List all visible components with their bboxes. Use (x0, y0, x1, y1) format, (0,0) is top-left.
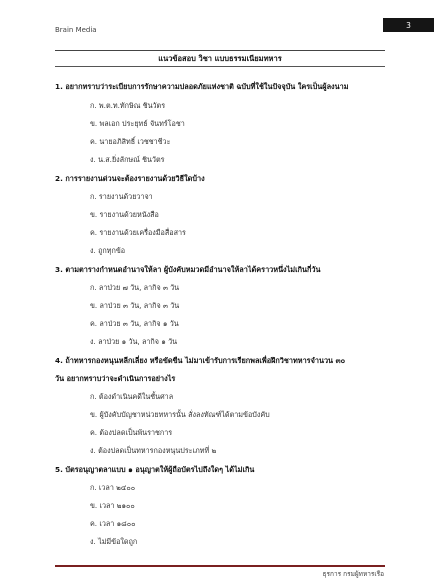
question-2-option-b: ข. รายงานด้วยหนังสือ (90, 210, 159, 219)
footer-text: ธุรการ กรมผู้ทหารเรือ (322, 570, 384, 578)
question-4: 4. ถ้าทหารกองหนุนหลีกเลี่ยง หรือขัดขืน ไม่มาเข้ารับการเรียกพลเพื่อฝึกวิชาทหารจำนวน ๓๐ (55, 356, 346, 365)
question-5-option-c: ค. เวลา ๑๘๐๐ (90, 519, 136, 528)
title-divider (55, 66, 385, 67)
question-5-option-b: ข. เวลา ๒๑๐๐ (90, 501, 135, 510)
question-3-option-a: ก. ลาป่วย ๗ วัน, ลากิจ ๓ วัน (90, 283, 180, 292)
question-1-option-a: ก. พ.ต.ท.ทักษิณ ชินวัตร (90, 101, 166, 110)
question-5-option-a: ก. เวลา ๒๔๐๐ (90, 483, 136, 492)
question-4-option-b: ข. ผู้บังคับบัญชาหน่วยทหารนั้น สั่งลงทัณฑ์ได้ตามข้อบังคับ (90, 410, 270, 419)
brand-label: Brain Media (55, 26, 97, 34)
page-number: 3 (406, 20, 411, 30)
question-3-option-c: ค. ลาป่วย ๓ วัน, ลากิจ ๑ วัน (90, 319, 179, 328)
footer-divider (55, 565, 385, 567)
document-title: แนวข้อสอบ วิชา แบบธรรมเนียมทหาร (158, 54, 282, 63)
question-1-option-d: ง. น.ส.ยิ่งลักษณ์ ชินวัตร (90, 155, 165, 164)
header-divider (55, 50, 385, 51)
question-4-continued: วัน อยากทราบว่าจะดำเนินการอย่างไร (55, 374, 176, 383)
question-2: 2. การรายงานด่วนจะต้องรายงานด้วยวิธีใดบ้าง (55, 174, 205, 183)
question-2-option-a: ก. รายงานด้วยวาจา (90, 192, 153, 201)
question-3-option-b: ข. ลาป่วย ๓ วัน, ลากิจ ๓ วัน (90, 301, 180, 310)
question-1: 1. อยากทราบว่าระเบียบการรักษาความปลอดภัยแห่งชาติ ฉบับที่ใช้ในปัจจุบัน ใครเป็นผู้ลงนาม (55, 82, 349, 91)
question-5-option-d: ง. ไม่มีข้อใดถูก (90, 537, 138, 546)
question-1-option-b: ข. พลเอก ประยุทธ์ จันทร์โอชา (90, 119, 185, 128)
question-1-option-c: ค. นายอภิสิทธิ์ เวชชาชีวะ (90, 137, 171, 146)
question-3-option-d: ง. ลาป่วย ๑ วัน, ลากิจ ๑ วัน (90, 337, 178, 346)
question-2-option-d: ง. ถูกทุกข้อ (90, 246, 126, 255)
question-3: 3. ตามตารางกำหนดอำนาจให้ลา ผู้บังคับหมวดมีอำนาจให้ลาได้คราวหนึ่งไม่เกินกี่วัน (55, 265, 321, 274)
question-2-option-c: ค. รายงานด้วยเครื่องมือสื่อสาร (90, 228, 186, 237)
question-4-option-a: ก. ต้องดำเนินคดีในชั้นศาล (90, 392, 174, 401)
question-5: 5. บัตรอนุญาตลาแบบ ๑ อนุญาตให้ผู้ถือบัตรไปถึงใดๆ ได้ไม่เกิน (55, 465, 255, 474)
question-4-option-c: ค. ต้องปลดเป็นพ้นราชการ (90, 428, 173, 437)
page-number-badge (383, 18, 434, 32)
question-4-option-d: ง. ต้องปลดเป็นทหารกองหนุนประเภทที่ ๒ (90, 446, 217, 455)
